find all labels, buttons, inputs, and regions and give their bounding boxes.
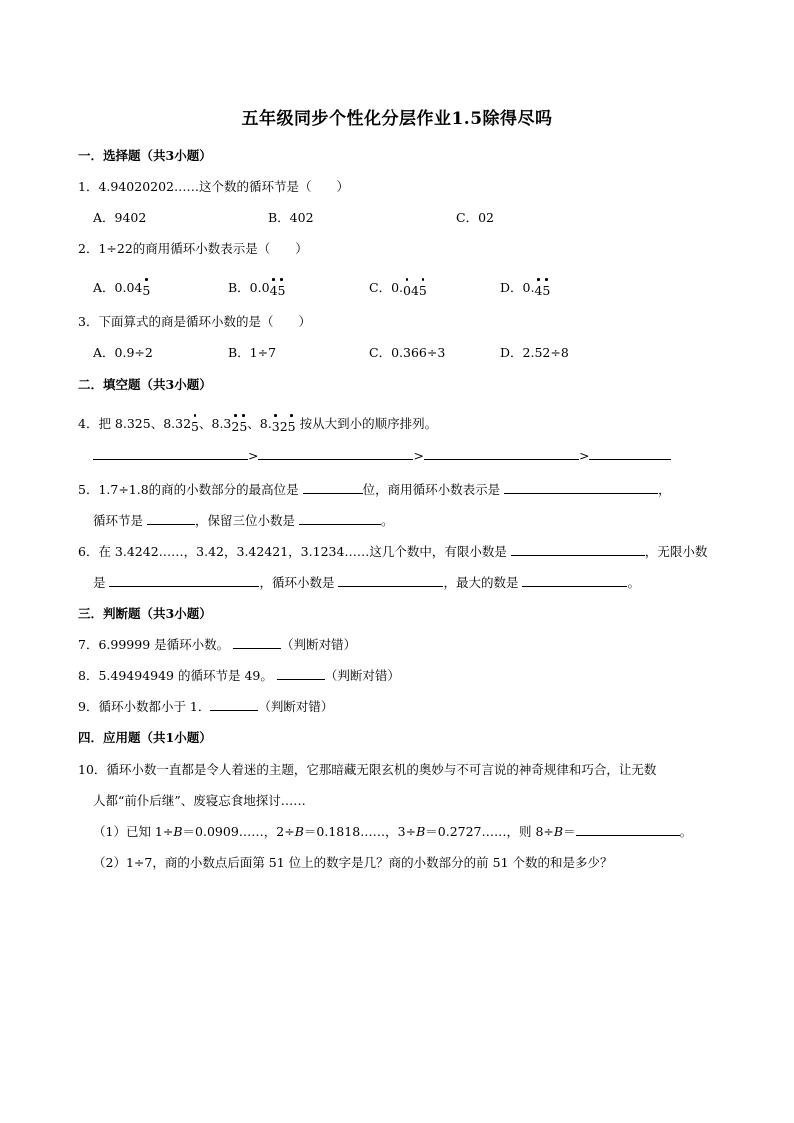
q5-text: ， [658,482,671,497]
answer-blank[interactable] [424,446,579,460]
question-10-part-2: （2）1÷7，商的小数点后面第 51 位上的数字是几？商的小数部分的前 51 个数的和是多少？ [93,855,613,870]
answer-blank[interactable] [147,511,195,525]
repeating-digit: 5 [239,419,248,434]
question-2-stem: 2．1÷22的商用循环小数表示是（ ） [78,241,308,256]
repeating-digit: 5 [542,283,551,298]
question-10-part-1 [93,822,692,840]
answer-blank[interactable] [303,480,363,494]
question-5-line-1 [78,480,671,498]
answer-blank[interactable] [299,511,381,525]
question-6-line-1 [78,542,707,560]
repeating-digit: 3 [271,419,280,434]
q6-text: ，无限小数 [644,544,708,559]
middle-digit: 4 [410,283,419,298]
answer-blank[interactable] [522,573,627,587]
option-d-prefix: D．0. [500,280,535,295]
answer-blank[interactable] [210,697,258,711]
question-2-option-c [369,278,427,296]
q8-text: （判断对错） [324,668,400,683]
answer-blank[interactable] [93,446,248,460]
section-heading-fill: 二．填空题（共3小题） [78,377,212,392]
answer-blank[interactable] [109,573,259,587]
greater-than-sign: > [578,448,590,463]
question-1-option-a: A．9402 [93,210,147,225]
question-1-option-b: B．402 [268,210,314,225]
q4-suffix: 按从大到小的顺序排列。 [295,416,438,431]
question-9 [78,697,333,715]
section-heading-application: 四．应用题（共1小题） [78,730,212,745]
question-3-option-b: B．1÷7 [228,345,277,360]
repeating-digit: 4 [269,283,278,298]
answer-blank[interactable] [589,446,671,460]
q10-text: ＝ [563,824,576,839]
q10-text: ＝0.0909……，2÷ [182,824,295,839]
q6-text: 是 [93,575,110,590]
question-4-answer-row [93,446,671,463]
question-2-option-d [500,278,550,296]
option-c-prefix: C．0. [369,280,403,295]
question-3-stem: 3．下面算式的商是循环小数的是（ ） [78,314,311,329]
answer-blank[interactable] [504,480,658,494]
q9-text: 9．循环小数都小于 1． [78,699,211,714]
q9-text: （判断对错） [258,699,334,714]
question-4-stem [78,414,437,432]
greater-than-sign: > [413,448,424,463]
q10-text: 。 [679,824,693,839]
greater-than-sign: > [248,448,259,463]
question-3-option-d: D．2.52÷8 [500,345,569,360]
q4-prefix: 4．把 8.325、8.32 [78,416,192,431]
repeating-digit: 0 [403,283,411,298]
q10-text: ＝0.1818……，3÷ [303,824,417,839]
section-heading-choice: 一．选择题（共3小题） [78,148,212,163]
repeating-digit: 5 [191,419,199,434]
repeating-digit: 2 [231,419,240,434]
q6-text: ，循环小数是 [259,575,339,590]
option-b-prefix: B．0.0 [228,280,270,295]
q7-text: 7．6.99999 是循环小数。 [78,637,230,652]
answer-blank[interactable] [511,542,645,556]
q5-text: 5．1.7÷1.8的商的小数部分的最高位是 [78,482,303,497]
question-8 [78,666,400,684]
question-7 [78,635,356,653]
q7-text: （判断对错） [281,637,357,652]
variable-b: B [294,824,304,839]
question-6-line-2 [93,573,640,591]
page-title: 五年级同步个性化分层作业1.5除得尽吗 [241,109,553,129]
q4-separator: 、8.3 [199,416,232,431]
answer-blank[interactable] [277,666,325,680]
repeating-digit: 4 [534,283,543,298]
variable-b: B [416,824,426,839]
repeating-digit: 5 [142,283,151,298]
question-10-line-1: 10．循环小数一直都是令人着迷的主题，它那暗藏无限玄机的奥妙与不可言说的神奇规律和巧合，让无数 [78,762,657,777]
q4-separator: 、8. [247,416,272,431]
answer-blank[interactable] [233,635,281,649]
question-5-line-2 [93,511,393,529]
answer-blank[interactable] [258,446,413,460]
q10-text: （1）已知 1÷ [93,824,174,839]
variable-b: B [553,824,564,839]
question-10-line-2: 人都“前仆后继”、废寝忘食地探讨…… [93,793,306,808]
q5-text: 位，商用循环小数表示是 [362,482,505,497]
question-3-option-c: C．0.366÷3 [369,345,446,360]
middle-digit: 2 [279,419,288,434]
q6-text: ，最大的数是 [443,575,523,590]
q6-text: 6．在 3.4242……，3.42，3.42421，3.1234……这几个数中，有限小数是 [78,544,511,559]
repeating-digit: 5 [277,283,286,298]
q6-text: 。 [627,575,640,590]
question-3-option-a: A．0.9÷2 [93,345,153,360]
question-2-option-b [228,278,285,296]
q5-text: 。 [380,513,394,528]
q10-text: ＝0.2727……，则 8÷ [425,824,554,839]
repeating-digit: 5 [287,419,296,434]
q8-text: 8．5.49494949 的循环节是 49。 [78,668,273,683]
repeating-digit: 5 [418,283,427,298]
question-1-stem: 1．4.94020202……这个数的循环节是（ ） [78,179,350,194]
option-a-prefix: A．0.04 [93,280,143,295]
section-heading-judge: 三．判断题（共3小题） [78,606,212,621]
answer-blank[interactable] [338,573,443,587]
variable-b: B [173,824,183,839]
answer-blank[interactable] [576,822,680,836]
q5-text: ，保留三位小数是 [194,513,299,528]
question-2-option-a [93,278,150,296]
question-1-option-c: C．02 [456,210,494,225]
q5-text: 循环节是 [93,513,147,528]
